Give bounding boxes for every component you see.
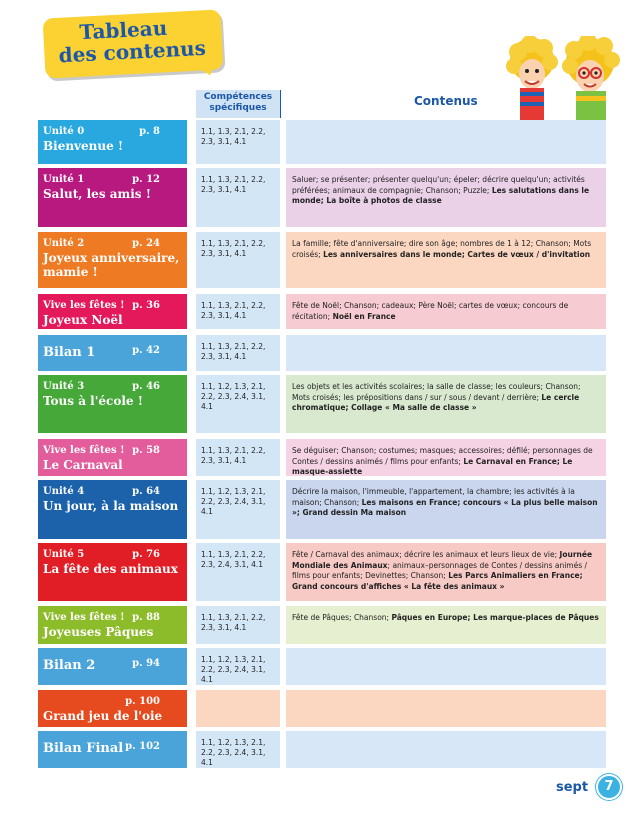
unit-header [43,300,182,311]
unit-page: p. 42 [132,345,160,356]
competences-cell: 1.1, 1.2, 1.3, 2.1, 2.2, 2.3, 2.4, 3.1, 4.1 [196,648,280,685]
contents-highlight: Les salutations dans le monde; La boîte à photos de classe [292,185,590,205]
table-row [38,606,606,644]
competences-cell: 1.1, 1.3, 2.1, 2.2, 2.3, 3.1, 4.1 [196,606,280,644]
table-row [38,168,606,227]
contents-cell [286,543,606,601]
page-number: 7 [596,774,622,800]
competences-cell: 1.1, 1.3, 2.1, 2.2, 2.3, 3.1, 4.1 [196,439,280,476]
unit-name: Tous à l'école ! [43,394,143,408]
contents-cell [286,648,606,685]
unit-tag: Vive les fêtes ! [43,612,125,623]
unit-tag: Bilan 1 [43,345,96,360]
unit-name: Bienvenue ! [43,139,124,153]
table-row [38,731,606,768]
unit-name: Salut, les amis ! [43,187,151,201]
kids-illustration [500,36,630,122]
contents-cell [286,168,606,227]
contents-cell [286,375,606,433]
unit-page: p. 12 [132,174,160,185]
unit-tag: Vive les fêtes ! [43,445,125,456]
unit-tag: Bilan Final [43,741,124,756]
unit-tag: Unité 1 [43,174,85,185]
table-row [38,439,606,476]
unit-header [43,445,182,456]
contents-text: Fête de Noël; Chanson; cadeaux; Père Noël; cartes de vœux; concours de récitation; [292,301,569,321]
contents-text: Fête / Carnaval des animaux; décrire les animaux et leurs lieux de vie; [292,550,560,559]
competences-cell: 1.1, 1.2, 1.3, 2.1, 2.2, 2.3, 2.4, 3.1, 4.1 [196,480,280,539]
competences-cell: 1.1, 1.3, 2.1, 2.2, 2.3, 3.1, 4.1 [196,335,280,371]
contents-cell [286,480,606,539]
unit-name: Joyeux Noël [43,313,123,327]
unit-cell [38,606,187,644]
unit-cell [38,375,187,433]
contents-highlight: Les anniversaires dans le monde; Cartes de vœux / d'invitation [323,249,591,259]
unit-page: p. 58 [132,445,160,456]
unit-page: p. 76 [132,549,160,560]
kid-left [506,36,558,122]
unit-cell [38,120,187,164]
unit-tag: Unité 4 [43,486,85,497]
contents-cell [286,232,606,288]
unit-cell [38,232,187,288]
unit-cell [38,335,187,371]
page-title-line1: Tableau [78,15,168,45]
unit-name: Le Carnaval [43,458,123,472]
unit-header [43,238,182,249]
header-contenus: Contenus [414,94,478,108]
contents-highlight: Pâques en Europe; Les marque-places de Pâques [391,613,599,622]
unit-page: p. 24 [132,238,160,249]
unit-cell [38,731,187,768]
unit-tag: Bilan 2 [43,658,96,673]
competences-cell: 1.1, 1.3, 2.1, 2.2, 2.3, 2.4, 3.1, 4.1 [196,543,280,601]
unit-cell [38,543,187,601]
contents-text: Saluer; se présenter; présenter quelqu'un; épeler; décrire quelqu'un; activités préférées; animaux de compagnie; Chanson; Puzzle; [292,175,585,195]
unit-page: p. 36 [132,300,160,311]
unit-header [43,737,182,756]
unit-header [43,126,182,137]
unit-tag: Unité 2 [43,238,85,249]
unit-header [43,696,182,707]
unit-cell [38,690,187,727]
header-competences: Compétences spécifiques [196,90,280,118]
unit-tag: Unité 0 [43,126,85,137]
unit-header [43,341,182,360]
page-title [57,14,229,67]
contents-highlight: Journée Mondiale des Animaux [292,550,593,570]
unit-page: p. 100 [125,696,160,707]
contents-highlight: Le cercle chromatique; Collage « Ma salle de classe » [292,392,580,412]
contents-text: ; animaux–personnages de Contes / dessins animés / films pour enfants; Devinettes; Chanson; [292,560,588,580]
page-word: sept [556,780,589,795]
table-row [38,375,606,433]
table-row [38,335,606,371]
unit-name: La fête des animaux [43,562,178,576]
kid-right [562,36,620,122]
unit-header [43,612,182,623]
unit-cell [38,168,187,227]
page-title-line2: des contenus [58,35,207,68]
contents-cell [286,439,606,476]
unit-header [43,654,182,673]
unit-header [43,549,182,560]
unit-cell [38,480,187,539]
unit-cell [38,294,187,329]
competences-cell: 1.1, 1.3, 2.1, 2.2, 2.3, 3.1, 4.1 [196,232,280,288]
unit-header [43,174,182,185]
competences-cell: 1.1, 1.2, 1.3, 2.1, 2.2, 2.3, 2.4, 3.1, 4.1 [196,731,280,768]
unit-page: p. 88 [132,612,160,623]
contents-text: Fête de Pâques; Chanson; [292,613,392,622]
contents-cell [286,606,606,644]
competences-cell: 1.1, 1.3, 2.1, 2.2, 2.3, 3.1, 4.1 [196,294,280,329]
contents-cell [286,120,606,164]
table-row [38,120,606,164]
unit-page: p. 64 [132,486,160,497]
unit-page: p. 46 [132,381,160,392]
table-row [38,543,606,601]
competences-cell: 1.1, 1.3, 2.1, 2.2, 2.3, 3.1, 4.1 [196,120,280,164]
unit-name: Un jour, à la maison [43,499,179,513]
table-row [38,480,606,539]
unit-page: p. 94 [132,658,160,669]
unit-cell [38,439,187,476]
contents-cell [286,294,606,329]
contents-text: La famille; fête d'anniversaire; dire son âge; nombres de 1 à 12; Chanson; Mots croisés; [292,239,592,259]
unit-name: Grand jeu de l'oie [43,709,163,723]
unit-tag: Unité 3 [43,381,85,392]
contents-highlight: Le Carnaval en France; Le masque-assiette [292,456,573,476]
table-row [38,690,606,727]
contents-cell [286,335,606,371]
unit-page: p. 102 [125,741,160,752]
contents-cell [286,731,606,768]
table-row [38,648,606,685]
contents-text: Décrire la maison, l'immeuble, l'appartement, la chambre; les activités à la maison; Chanson; [292,487,575,507]
competences-cell: 1.1, 1.3, 2.1, 2.2, 2.3, 3.1, 4.1 [196,168,280,227]
unit-page: p. 8 [139,126,160,137]
contents-highlight: Noël en France [332,311,396,321]
competences-cell [196,690,280,727]
unit-tag: Vive les fêtes ! [43,300,125,311]
table-row [38,294,606,329]
competences-cell: 1.1, 1.2, 1.3, 2.1, 2.2, 2.3, 2.4, 3.1, 4.1 [196,375,280,433]
contents-highlight: Les maisons en France; concours « La plus belle maison »; Grand dessin Ma maison [292,497,598,517]
contents-text: Les objets et les activités scolaires; la salle de classe; les couleurs; Chanson; Mots croisés; les prépositions dans / sur / sous / devant / derrière; [292,382,581,402]
unit-header [43,381,182,392]
unit-tag: Unité 5 [43,549,85,560]
contents-text: Se déguiser; Chanson; costumes; masques; accessoires; défilé; personnages de Contes / dessins animés / films pour enfants; [292,446,593,466]
table-row [38,232,606,288]
contents-highlight: Les Parcs Animaliers en France; Grand concours d'affiches « La fête des animaux » [292,571,583,591]
unit-cell [38,648,187,685]
header-divider [280,90,281,118]
unit-name: Joyeuses Pâques [43,625,154,639]
unit-name: Joyeux anniversaire, mamie ! [43,251,180,279]
unit-header [43,486,182,497]
contents-cell [286,690,606,727]
